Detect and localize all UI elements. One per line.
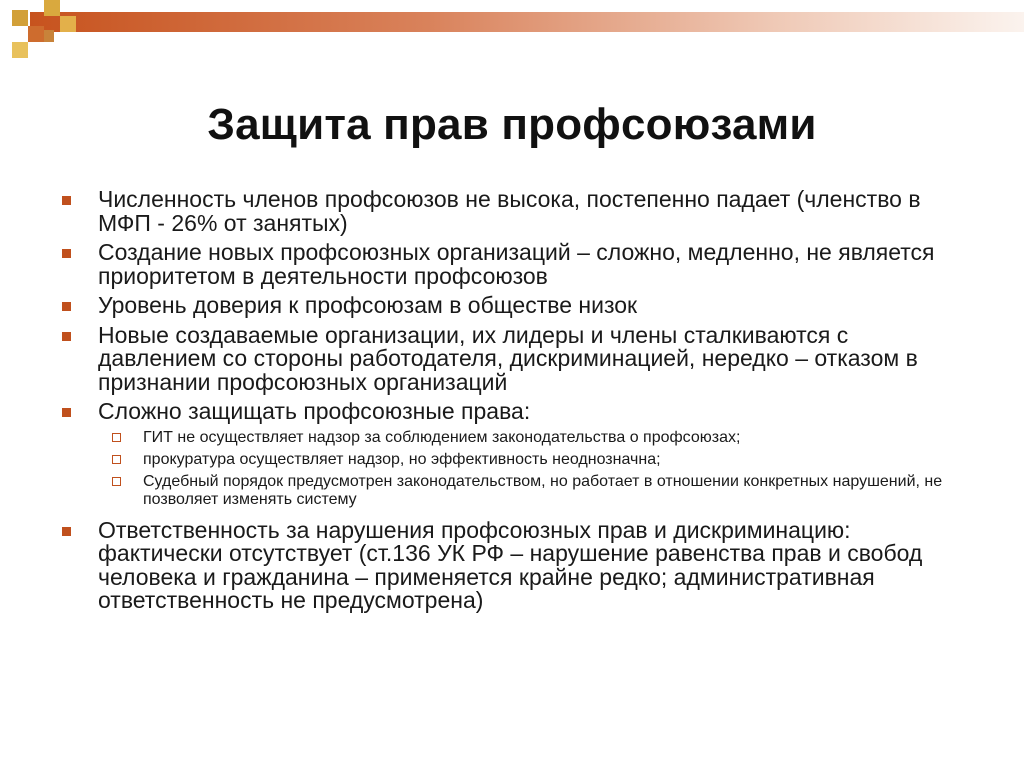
list-item-text: Новые создаваемые организации, их лидеры и члены сталкиваются с давлением со стороны работодателя, дискриминацией, нередко – отказом в признании профсоюзных организаций <box>98 321 918 395</box>
decorative-square-icon <box>12 42 28 58</box>
list-item <box>62 241 962 288</box>
hollow-square-bullet-icon <box>112 455 121 464</box>
slide-title: Защита прав профсоюзами <box>207 100 817 149</box>
list-item-text: Создание новых профсоюзных организаций – сложно, медленно, не является приоритетом в деятельности профсоюзов <box>98 239 935 289</box>
list-item-text: Ответственность за нарушения профсоюзных прав и дискриминацию: фактически отсутствует (ст.136 УК РФ – нарушение равенства прав и свобод человека и гражданина – применяется крайне редко; административная ответственность не предусмотрена) <box>98 516 923 613</box>
decorative-square-icon <box>28 26 44 42</box>
sub-list-item-text: ГИТ не осуществляет надзор за соблюдением законодательства о профсоюзах; <box>143 428 741 446</box>
list-item-text: Уровень доверия к профсоюзам в обществе низок <box>98 292 638 318</box>
decorative-square-icon <box>44 0 60 16</box>
list-item <box>62 516 962 613</box>
square-bullet-icon <box>62 332 71 341</box>
sub-list-item <box>62 429 962 447</box>
hollow-square-bullet-icon <box>112 433 121 442</box>
sub-list-item-text: прокуратура осуществляет надзор, но эффективность неоднозначна; <box>143 450 661 468</box>
square-bullet-icon <box>62 527 71 536</box>
list-item <box>62 294 962 318</box>
list-item <box>62 400 962 509</box>
list-item-text: Численность членов профсоюзов не высока, постепенно падает (членство в МФП - 26% от занятых) <box>98 186 921 236</box>
hollow-square-bullet-icon <box>112 477 121 486</box>
decorative-square-icon <box>12 10 28 26</box>
sub-list-item <box>62 473 962 509</box>
square-bullet-icon <box>62 196 71 205</box>
header-gradient-bar <box>30 12 1024 32</box>
bullet-list <box>62 188 962 619</box>
decorative-square-icon <box>60 16 76 32</box>
sub-list-item <box>62 451 962 469</box>
list-item <box>62 188 962 235</box>
sub-list-item-text: Судебный порядок предусмотрен законодательством, но работает в отношении конкретных нарушений, не позволяет изменять систему <box>143 472 943 508</box>
decorative-square-icon <box>44 30 54 42</box>
square-bullet-icon <box>62 249 71 258</box>
list-item-text: Сложно защищать профсоюзные права: <box>98 398 531 424</box>
square-bullet-icon <box>62 408 71 417</box>
square-bullet-icon <box>62 302 71 311</box>
sub-bullet-list <box>98 429 962 509</box>
list-item <box>62 321 962 395</box>
